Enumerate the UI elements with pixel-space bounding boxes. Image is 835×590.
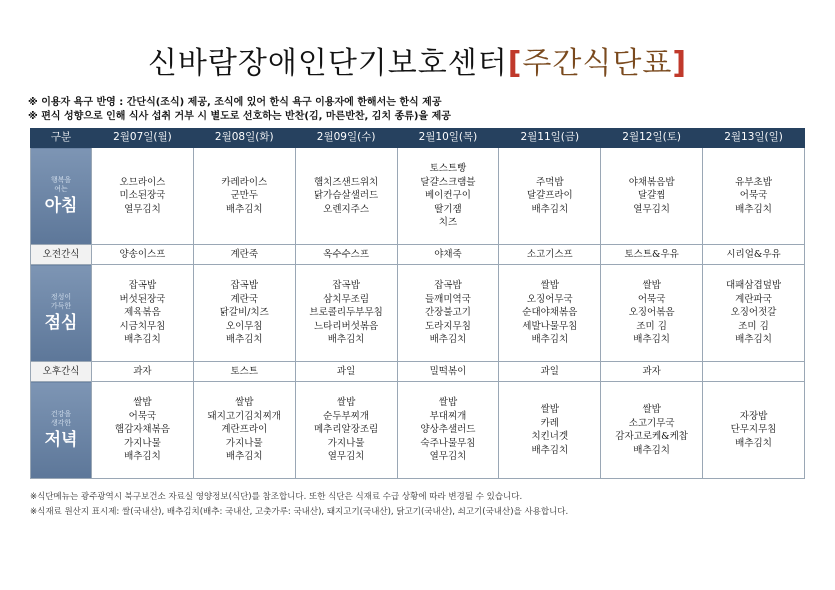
menu-item: 제육볶음 <box>124 307 161 319</box>
lunch-label <box>31 265 92 362</box>
menu-item: 돼지고기김치찌개 <box>207 410 281 422</box>
day-header: 2월09일(수) <box>295 129 397 148</box>
menu-item: 배추김치 <box>735 334 772 346</box>
menu-item: 배추김치 <box>225 451 263 463</box>
menu-item: 소고기무국 <box>628 417 675 429</box>
snack-cell: 과일 <box>295 362 397 382</box>
menu-item: 간장불고기 <box>425 307 471 319</box>
menu-item: 잡곡밥 <box>230 280 259 292</box>
lunch-row <box>31 265 805 362</box>
menu-item: 군만두 <box>230 190 259 202</box>
menu-item: 쌀밥 <box>133 397 152 409</box>
menu-item: 열무김치 <box>327 451 365 463</box>
menu-item: 감자고로케&케찹 <box>615 431 688 442</box>
am-snack-row <box>31 245 805 265</box>
menu-item: 오징어젓갈 <box>730 307 777 319</box>
meal-tag: 행복을 <box>50 175 72 184</box>
menu-cell <box>295 382 397 479</box>
snack-cell <box>703 362 805 382</box>
menu-item: 계란프라이 <box>221 424 268 436</box>
title-bracket-open: [ <box>507 46 523 81</box>
meal-tag: 생각한 <box>50 418 72 427</box>
title-bracket-close: ] <box>672 46 688 81</box>
menu-item: 어묵국 <box>128 410 157 422</box>
menu-cell <box>499 382 601 479</box>
meal-tag: 건강을 <box>50 409 72 418</box>
menu-item: 조미 김 <box>738 320 769 332</box>
menu-item: 도라지무침 <box>425 320 471 332</box>
meal-name: 점심 <box>44 312 78 333</box>
menu-item: 토스트빵 <box>429 163 467 175</box>
menu-item: 배추김치 <box>735 437 772 449</box>
menu-item: 딸기잼 <box>434 203 462 215</box>
meal-tag: 여는 <box>54 184 68 193</box>
menu-cell <box>92 148 194 245</box>
footer-line: ※식단메뉴는 광주광역시 북구보건소 자료실 영양정보(식단)를 참조합니다. 또한 식단은 식재료 수급 상황에 따라 변경될 수 있습니다. <box>30 492 523 502</box>
menu-item: 배추김치 <box>225 203 263 215</box>
snack-cell: 양송이스프 <box>92 245 194 265</box>
day-header: 2월07일(월) <box>92 129 194 148</box>
menu-item: 느타리버섯볶음 <box>313 320 379 332</box>
center-name: 신바람장애인단기보호센터 <box>147 46 508 81</box>
menu-item: 오징어무국 <box>526 293 573 305</box>
day-header: 2월12일(토) <box>601 129 703 148</box>
menu-cell <box>601 265 703 362</box>
breakfast-row <box>31 148 805 245</box>
menu-item: 쌀밥 <box>642 404 661 415</box>
footer-line: ※식재료 원산지 표시제: 쌀(국내산), 배추김치(배추: 국내산, 고춧가루: 국내산), 돼지고기(국내산), 닭고기(국내산), 쇠고기(국내산)을 사용합니다. <box>30 507 569 517</box>
menu-item: 계란파국 <box>735 293 772 305</box>
menu-cell <box>499 148 601 245</box>
snack-cell: 소고기스프 <box>499 245 601 265</box>
weekly-menu-table <box>30 128 805 479</box>
day-header: 2월13일(일) <box>703 129 805 148</box>
menu-item: 메추리알장조림 <box>313 424 379 436</box>
menu-item: 숙주나물무침 <box>420 437 476 449</box>
menu-item: 햄감자채볶음 <box>114 424 170 436</box>
menu-item: 자장밥 <box>739 410 768 422</box>
menu-cell <box>601 148 703 245</box>
note-line: ※ 이용자 욕구 반영 : 간단식(조식) 제공, 조식에 있어 한식 욕구 이용자에 한해서는 한식 제공 <box>28 97 442 108</box>
menu-item: 오이무침 <box>225 320 263 332</box>
menu-item: 가지나물 <box>327 437 365 449</box>
menu-item: 베이컨구이 <box>425 190 471 202</box>
menu-item: 열무김치 <box>124 203 161 215</box>
menu-cell <box>397 265 499 362</box>
menu-item: 열무김치 <box>429 451 467 463</box>
snack-cell: 시리얼&우유 <box>703 245 805 265</box>
menu-item: 가지나물 <box>225 437 263 449</box>
meal-tag: 가득한 <box>50 301 72 310</box>
note-line: ※ 편식 성향으로 인해 식사 섭취 거부 시 별도로 선호하는 반찬(김, 마른반찬, 김치 종류)을 제공 <box>28 111 451 122</box>
menu-item: 달걀프라이 <box>526 190 573 202</box>
menu-item: 쌀밥 <box>540 404 559 415</box>
snack-cell: 토스트 <box>193 362 295 382</box>
menu-cell <box>295 265 397 362</box>
menu-item: 배추김치 <box>735 203 772 215</box>
menu-item: 오므라이스 <box>119 176 166 188</box>
page-title <box>0 44 835 84</box>
menu-item: 시금치무침 <box>119 320 166 332</box>
menu-item: 쌀밥 <box>235 397 254 409</box>
menu-item: 순대야채볶음 <box>522 307 578 319</box>
am-snack-label: 오전간식 <box>31 245 92 265</box>
menu-item: 주먹밥 <box>536 176 564 188</box>
snack-cell: 과자 <box>601 362 703 382</box>
day-header: 2월10일(목) <box>397 129 499 148</box>
menu-item: 열무김치 <box>633 203 670 215</box>
dinner-label <box>31 382 92 479</box>
breakfast-label <box>31 148 92 245</box>
menu-item: 달걀스크램블 <box>420 176 476 188</box>
snack-cell: 과자 <box>92 362 194 382</box>
menu-item: 닭가슴살샐러드 <box>313 190 379 202</box>
menu-item: 배추김치 <box>327 334 365 346</box>
menu-item: 카레라이스 <box>221 176 268 188</box>
menu-cell <box>193 265 295 362</box>
menu-item: 브로콜리두부무침 <box>309 307 383 319</box>
notes <box>28 96 451 124</box>
menu-item: 계란국 <box>230 293 259 305</box>
dinner-row <box>31 382 805 479</box>
meal-tag: 정성이 <box>50 292 72 301</box>
menu-item: 배추김치 <box>633 444 670 456</box>
menu-item: 조미 김 <box>636 320 667 332</box>
menu-item: 배추김치 <box>531 334 569 346</box>
menu-cell <box>703 265 805 362</box>
footer-notes <box>30 490 568 520</box>
menu-item: 배추김치 <box>429 334 467 346</box>
day-header: 2월08일(화) <box>193 129 295 148</box>
menu-item: 가지나물 <box>124 437 161 449</box>
menu-item: 야채볶음밥 <box>628 176 675 188</box>
menu-item: 닭갈비/치즈 <box>219 307 269 319</box>
menu-item: 잡곡밥 <box>332 280 360 292</box>
menu-item: 쌀밥 <box>336 397 356 409</box>
header-row <box>31 129 805 148</box>
menu-cell <box>92 265 194 362</box>
snack-cell: 토스트&우유 <box>601 245 703 265</box>
snack-cell: 옥수수스프 <box>295 245 397 265</box>
pm-snack-row <box>31 362 805 382</box>
menu-cell <box>193 148 295 245</box>
menu-cell <box>499 265 601 362</box>
meal-name: 저녁 <box>44 429 78 450</box>
menu-item: 쌀밥 <box>642 280 661 292</box>
menu-cell <box>193 382 295 479</box>
menu-item: 양상추샐러드 <box>420 424 476 436</box>
menu-item: 단무지무침 <box>730 424 777 436</box>
menu-cell <box>703 148 805 245</box>
meal-name: 아침 <box>44 195 78 216</box>
pm-snack-label: 오후간식 <box>31 362 92 382</box>
header-corner: 구분 <box>31 129 92 148</box>
menu-cell <box>92 382 194 479</box>
menu-item: 대패삼겹덮밥 <box>726 280 782 292</box>
menu-item: 치킨너겟 <box>531 431 569 442</box>
menu-item: 세발나물무침 <box>522 320 578 332</box>
menu-cell <box>295 148 397 245</box>
title-subtitle: 주간식단표 <box>522 46 673 81</box>
menu-item: 부대찌개 <box>429 410 467 422</box>
menu-item: 잡곡밥 <box>128 280 157 292</box>
menu-item: 삼치무조림 <box>323 293 370 305</box>
menu-cell <box>601 382 703 479</box>
menu-item: 오징어볶음 <box>628 307 675 319</box>
menu-item: 잡곡밥 <box>434 280 462 292</box>
menu-cell <box>397 382 499 479</box>
menu-item: 순두부찌개 <box>323 410 370 422</box>
menu-cell <box>703 382 805 479</box>
menu-item: 쌀밥 <box>540 280 559 292</box>
menu-item: 배추김치 <box>124 451 161 463</box>
menu-item: 미소된장국 <box>119 190 166 202</box>
menu-item: 달걀찜 <box>637 190 666 202</box>
snack-cell: 과일 <box>499 362 601 382</box>
menu-item: 유부초밥 <box>735 176 772 188</box>
menu-item: 오렌지주스 <box>323 203 370 215</box>
menu-item: 카레 <box>540 417 559 429</box>
menu-item: 들깨미역국 <box>425 293 471 305</box>
snack-cell: 야채죽 <box>397 245 499 265</box>
menu-item: 치즈 <box>438 217 458 229</box>
menu-item: 배추김치 <box>531 444 569 456</box>
menu-cell <box>397 148 499 245</box>
menu-item: 배추김치 <box>633 334 670 346</box>
menu-item: 햄치즈샌드위치 <box>313 176 379 188</box>
snack-cell: 계란죽 <box>193 245 295 265</box>
snack-cell: 밀떡볶이 <box>397 362 499 382</box>
menu-item: 버섯된장국 <box>119 293 166 305</box>
menu-item: 배추김치 <box>225 334 263 346</box>
menu-item: 배추김치 <box>124 334 161 346</box>
menu-item: 어묵국 <box>637 293 666 305</box>
menu-item: 배추김치 <box>531 203 569 215</box>
day-header: 2월11일(금) <box>499 129 601 148</box>
menu-item: 쌀밥 <box>438 397 458 409</box>
menu-item: 어묵국 <box>739 190 768 202</box>
